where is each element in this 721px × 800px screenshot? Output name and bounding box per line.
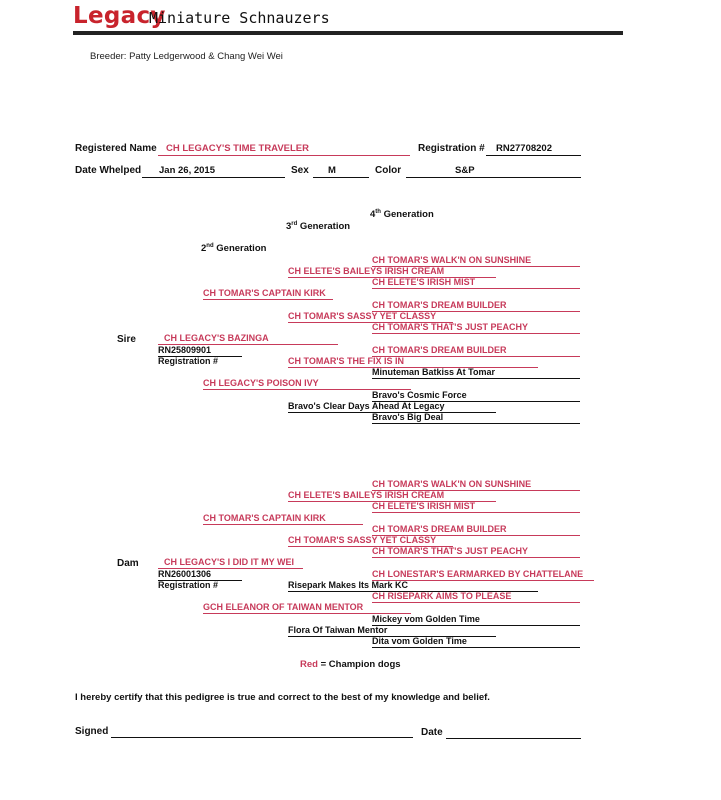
sire-g2-bottom: CH LEGACY'S POISON IVY <box>203 378 411 390</box>
logo-subtitle: Miniature Schnauzers <box>149 9 330 27</box>
breeder-line: Breeder: Patty Ledgerwood & Chang Wei Wei <box>90 51 283 62</box>
date-label: Date <box>421 727 443 738</box>
sire-g3-1: CH ELETE'S BAILEYS IRISH CREAM <box>288 266 496 278</box>
sire-reg-no: RN25809901 <box>158 345 242 357</box>
registration-label: Registration # <box>418 143 485 154</box>
dam-g3-4: Flora Of Taiwan Mentor <box>288 625 496 637</box>
date-whelped-value: Jan 26, 2015 <box>142 165 285 178</box>
sire-g3-2: CH TOMAR'S SASSY YET CLASSY <box>288 311 453 323</box>
sire-g4-3: CH TOMAR'S DREAM BUILDER <box>372 300 580 312</box>
sire-g4-2: CH ELETE'S IRISH MIST <box>372 277 580 289</box>
color-value: S&P <box>406 165 581 178</box>
sire-g4-1: CH TOMAR'S WALK'N ON SUNSHINE <box>372 255 580 267</box>
sire-g4-4: CH TOMAR'S THAT'S JUST PEACHY <box>372 322 580 334</box>
dam-g4-8: Dita vom Golden Time <box>372 636 580 648</box>
dam-g3-3: Risepark Makes Its Mark KC <box>288 580 538 592</box>
sire-g4-5: CH TOMAR'S DREAM BUILDER <box>372 345 580 357</box>
second-generation-heading: 2nd Generation <box>201 243 267 255</box>
dam-reg-label: Registration # <box>158 580 219 590</box>
dam-g4-3: CH TOMAR'S DREAM BUILDER <box>372 524 580 536</box>
third-generation-heading: 3rd Generation <box>286 221 351 233</box>
sire-g3-4: Bravo's Clear Days Ahead At Legacy <box>288 401 496 413</box>
dam-g4-1: CH TOMAR'S WALK'N ON SUNSHINE <box>372 479 580 491</box>
dam-g2-top: CH TOMAR'S CAPTAIN KIRK <box>203 513 363 525</box>
dam-reg-no: RN26001306 <box>158 569 242 581</box>
registered-name-value: CH LEGACY'S TIME TRAVELER <box>158 143 410 156</box>
sex-label: Sex <box>291 165 309 176</box>
date-line[interactable] <box>446 737 581 739</box>
sire-g4-6: Minuteman Batkiss At Tomar <box>372 367 580 379</box>
sire-label: Sire <box>117 334 136 345</box>
color-label: Color <box>375 165 402 176</box>
registered-name-label: Registered Name <box>75 143 157 154</box>
dam-g4-7: Mickey vom Golden Time <box>372 614 580 626</box>
sire-reg-label: Registration # <box>158 356 219 366</box>
dam-g4-6: CH RISEPARK AIMS TO PLEASE <box>372 591 580 603</box>
signature-line[interactable] <box>111 736 413 738</box>
sire-g4-8: Bravo's Big Deal <box>372 412 580 424</box>
sire-g3-3: CH TOMAR'S THE FIX IS IN <box>288 356 538 368</box>
dam-g3-1: CH ELETE'S BAILEYS IRISH CREAM <box>288 490 496 502</box>
dam-g2-bottom: GCH ELEANOR OF TAIWAN MENTOR <box>203 602 411 614</box>
dam-name: CH LEGACY'S I DID IT MY WEI <box>158 557 303 569</box>
dam-label: Dam <box>117 558 139 569</box>
sire-g4-7: Bravo's Cosmic Force <box>372 390 580 402</box>
dam-g4-5: CH LONESTAR'S EARMARKED BY CHATTELANE <box>372 569 594 581</box>
date-whelped-label: Date Whelped <box>75 165 142 176</box>
signed-label: Signed <box>75 726 109 737</box>
registration-value: RN27708202 <box>486 143 581 156</box>
header-rule <box>73 31 623 35</box>
logo-word: Legacy <box>73 3 166 29</box>
sire-name: CH LEGACY'S BAZINGA <box>158 333 338 345</box>
fourth-generation-heading: 4th Generation <box>370 209 434 221</box>
champion-legend: Red = Champion dogs <box>300 659 401 670</box>
sire-g2-top: CH TOMAR'S CAPTAIN KIRK <box>203 288 333 300</box>
dam-g3-2: CH TOMAR'S SASSY YET CLASSY <box>288 535 453 547</box>
dam-g4-4: CH TOMAR'S THAT'S JUST PEACHY <box>372 546 580 558</box>
sex-value: M <box>313 165 369 178</box>
certification-statement: I hereby certify that this pedigree is true and correct to the best of my knowledge and belief. <box>75 692 490 703</box>
dam-g4-2: CH ELETE'S IRISH MIST <box>372 501 580 513</box>
